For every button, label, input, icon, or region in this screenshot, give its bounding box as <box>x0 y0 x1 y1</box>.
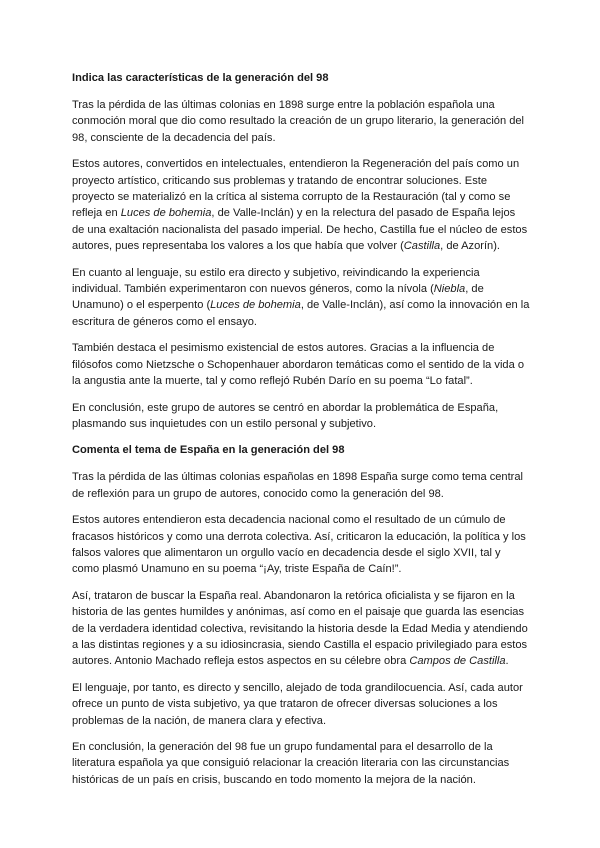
section-2-title: Comenta el tema de España en la generación del 98 <box>72 444 345 457</box>
document-page <box>72 64 530 798</box>
section-1-paragraph-4: También destaca el pesimismo existencial de estos autores. Gracias a la influencia de filósofos como Nietzsche o Schopenhauer abordaron temáticas como el sentido de la vida o la angustia ante la muerte, tal y como reflejó Rubén Darío en su poema “Lo fatal”. <box>72 342 525 388</box>
section-2-paragraph-1: Tras la pérdida de las últimas colonias españolas en 1898 España surge como tema central de reflexión para un grupo de autores, conocido como la generación del 98. <box>72 471 523 500</box>
section-1-paragraph-3: En cuanto al lenguaje, su estilo era directo y subjetivo, reivindicando la experiencia individual. También experimentaron con nuevos géneros, como la nívola (Niebla, de Unamuno) o el esperpento (Luces de bohemia, de Valle-Inclán), así como la innovación en la escritura de géneros como el ensayo. <box>72 266 530 328</box>
section-2-paragraph-3: Así, trataron de buscar la España real. Abandonaron la retórica oficialista y se fijaron en la historia de las gentes humildes y anónimas, así como en el paisaje que guarda las esencias de la verdadera identidad colectiva, revisitando la historia desde la Edad Media y atendiendo a las distintas regiones y a su idiosincrasia, siendo Castilla el espacio privilegiado para estos autores. Antonio Machado refleja estos aspectos en su célebre obra Campos de Castilla. <box>72 589 528 668</box>
section-1-paragraph-2: Estos autores, convertidos en intelectuales, entendieron la Regeneración del país como un proyecto artístico, criticando sus problemas y tratando de encontrar soluciones. Este proyecto se materializó en la crítica al sistema corrupto de la Restauración (tal y como se refleja en Luces de bohemia, de Valle-Inclán) y en la relectura del pasado de España lejos de una exaltación nacionalista del pasado imperial. De hecho, Castilla fue el núcleo de estos autores, pues representaba los valores a los que había que volver (Castilla, de Azorín). <box>72 158 528 253</box>
section-2-paragraph-2: Estos autores entendieron esta decadencia nacional como el resultado de un cúmulo de fracasos históricos y como una derrota colectiva. Así, criticaron la educación, la política y los falsos valores que alimentaron un orgullo vacío en decadencia desde el siglo XVII, tal y como plasmó Unamuno en su poema “¡Ay, triste España de Caín!”. <box>72 514 526 576</box>
section-2-paragraph-5: En conclusión, la generación del 98 fue un grupo fundamental para el desarrollo de la literatura española ya que consiguió relacionar la creación literaria con las circunstancias históricas de un país en crisis, buscando en todo momento la mejora de la nación. <box>72 741 510 786</box>
section-2-paragraph-4: El lenguaje, por tanto, es directo y sencillo, alejado de toda grandilocuencia. Así, cada autor ofrece un punto de vista subjetivo, ya que trataron de ofrecer diversas soluciones a los problemas de la nación, de manera clara y efectiva. <box>72 681 523 727</box>
section-1-paragraph-1: Tras la pérdida de las últimas colonias en 1898 surge entre la población española una conmoción moral que dio como resultado la creación de un grupo literario, la generación del 98, consciente de la decadencia del país. <box>72 99 525 144</box>
section-1-paragraph-5: En conclusión, este grupo de autores se centró en abordar la problemática de España, plasmando sus inquietudes con un estilo personal y subjetivo. <box>72 401 499 430</box>
section-1-title: Indica las características de la generación del 98 <box>72 72 329 84</box>
